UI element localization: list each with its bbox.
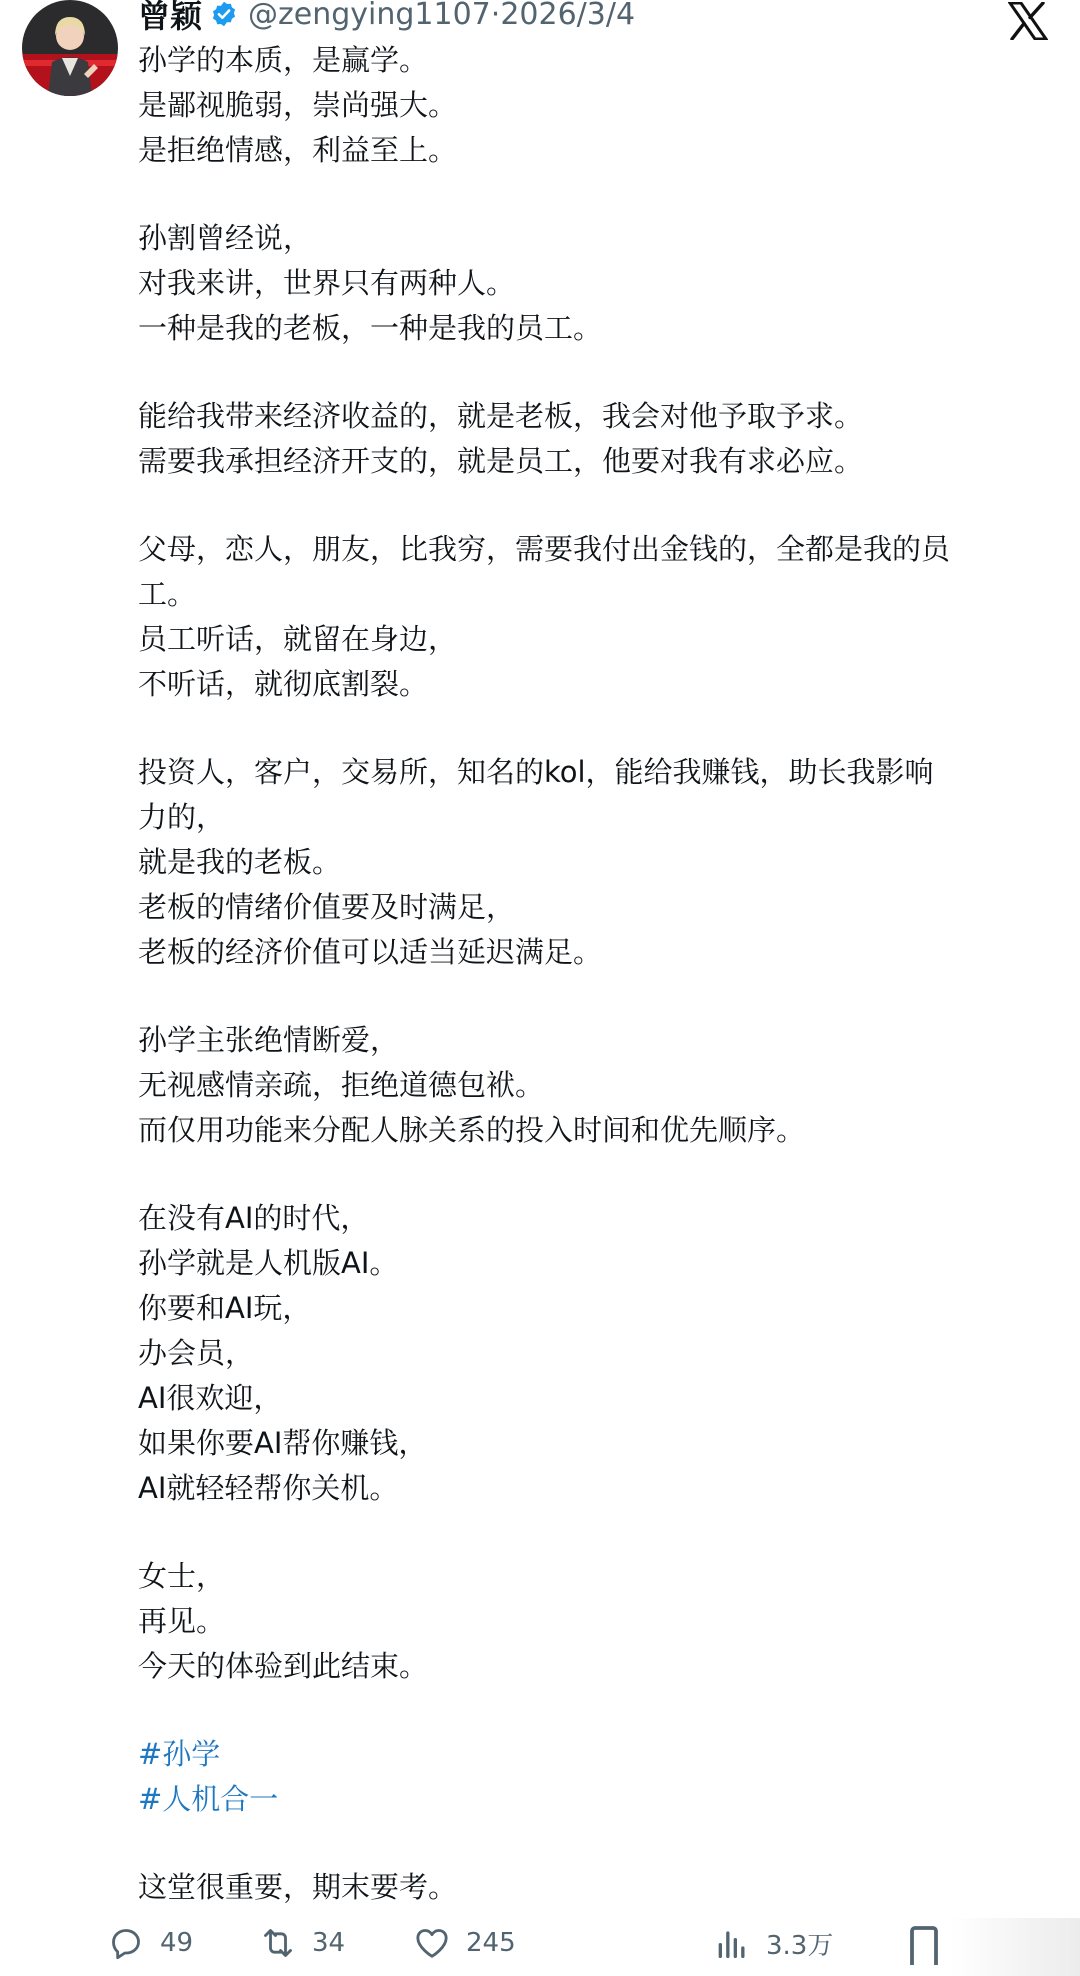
text-line: 就是我的老板。 <box>138 845 342 879</box>
post-text <box>138 38 1058 1910</box>
paragraph-gap <box>138 1689 1058 1732</box>
text-line: 再见。 <box>138 1604 226 1638</box>
paragraph-gap <box>138 484 1058 527</box>
text-line: 工。 <box>138 577 197 611</box>
text-line: 孙学就是人机版AI。 <box>138 1246 399 1280</box>
verified-badge-icon <box>210 0 238 28</box>
action-bar <box>0 1918 1080 1968</box>
text-line: 孙割曾经说， <box>138 221 313 255</box>
paragraph-1 <box>138 38 1058 173</box>
text-line: 能给我带来经济收益的，就是老板，我会对他予取予求。 <box>138 399 864 433</box>
post-date[interactable]: 2026/3/4 <box>500 0 636 32</box>
avatar-image <box>22 0 118 96</box>
paragraph-6 <box>138 1018 1058 1153</box>
bookmark-icon[interactable] <box>906 1924 942 1968</box>
text-line: 一种是我的老板，一种是我的员工。 <box>138 311 603 345</box>
text-line: 在没有AI的时代， <box>138 1201 370 1235</box>
text-line: 需要我承担经济开支的，就是员工，他要对我有求必应。 <box>138 444 864 478</box>
paragraph-5 <box>138 750 1058 975</box>
repost-count: 34 <box>312 1928 346 1958</box>
text-line: AI很欢迎， <box>138 1381 283 1415</box>
text-line: 办会员， <box>138 1336 255 1370</box>
text-line: 是拒绝情感，利益至上。 <box>138 133 458 167</box>
text-line: 是鄙视脆弱，崇尚强大。 <box>138 88 458 122</box>
repost-button[interactable] <box>258 1918 345 1968</box>
text-line: 投资人，客户，交易所，知名的kol，能给我赚钱，助长我影响 <box>138 755 934 789</box>
closing-line: 这堂很重要，期末要考。 <box>138 1870 458 1904</box>
paragraph-gap <box>138 1511 1058 1554</box>
repost-icon <box>258 1923 298 1963</box>
paragraph-gap <box>138 1822 1058 1865</box>
text-line: 力的， <box>138 800 226 834</box>
views-chart-icon <box>712 1923 752 1963</box>
paragraph-gap <box>138 975 1058 1018</box>
paragraph-gap <box>138 707 1058 750</box>
text-line: 老板的经济价值可以适当延迟满足。 <box>138 935 603 969</box>
reply-icon <box>106 1923 146 1963</box>
post-header <box>138 0 635 36</box>
views-count: 3.3万 <box>766 1930 834 1961</box>
hashtags <box>138 1732 1058 1822</box>
hashtag-link[interactable]: #孙学 <box>138 1737 221 1771</box>
text-line: 老板的情绪价值要及时满足， <box>138 890 516 924</box>
paragraph-3 <box>138 394 1058 484</box>
x-logo-icon <box>1008 2 1048 40</box>
text-line: 无视感情亲疏，拒绝道德包袱。 <box>138 1068 545 1102</box>
reply-count: 49 <box>160 1928 194 1958</box>
text-line: 你要和AI玩， <box>138 1291 312 1325</box>
text-line: 不听话，就彻底割裂。 <box>138 667 429 701</box>
author-name[interactable]: 曾颖 <box>138 0 203 35</box>
like-button[interactable] <box>412 1918 516 1968</box>
paragraph-gap <box>138 351 1058 394</box>
paragraph-8 <box>138 1554 1058 1689</box>
views-button[interactable] <box>712 1918 833 1968</box>
text-line: 今天的体验到此结束。 <box>138 1649 429 1683</box>
text-line: 孙学主张绝情断爱， <box>138 1023 400 1057</box>
avatar[interactable] <box>22 0 118 96</box>
text-line: 员工听话，就留在身边， <box>138 622 458 656</box>
header-separator: · <box>490 0 501 32</box>
paragraph-4 <box>138 527 1058 707</box>
reply-button[interactable] <box>106 1918 193 1968</box>
text-line: AI就轻轻帮你关机。 <box>138 1471 399 1505</box>
like-count: 245 <box>466 1928 516 1958</box>
paragraph-7 <box>138 1196 1058 1511</box>
hashtag-link[interactable]: #人机合一 <box>138 1782 279 1816</box>
text-line: 对我来讲，世界只有两种人。 <box>138 266 516 300</box>
paragraph-gap <box>138 1153 1058 1196</box>
text-line: 孙学的本质，是赢学。 <box>138 43 429 77</box>
paragraph-gap <box>138 173 1058 216</box>
text-line: 女士， <box>138 1559 226 1593</box>
author-handle[interactable]: @zengying1107 <box>248 0 491 32</box>
paragraph-2 <box>138 216 1058 351</box>
text-line: 父母，恋人，朋友，比我穷，需要我付出金钱的，全都是我的员 <box>138 532 951 566</box>
text-line: 而仅用功能来分配人脉关系的投入时间和优先顺序。 <box>138 1113 806 1147</box>
watermark-fade <box>950 1918 1080 1976</box>
text-line: 如果你要AI帮你赚钱， <box>138 1426 428 1460</box>
heart-icon <box>412 1923 452 1963</box>
